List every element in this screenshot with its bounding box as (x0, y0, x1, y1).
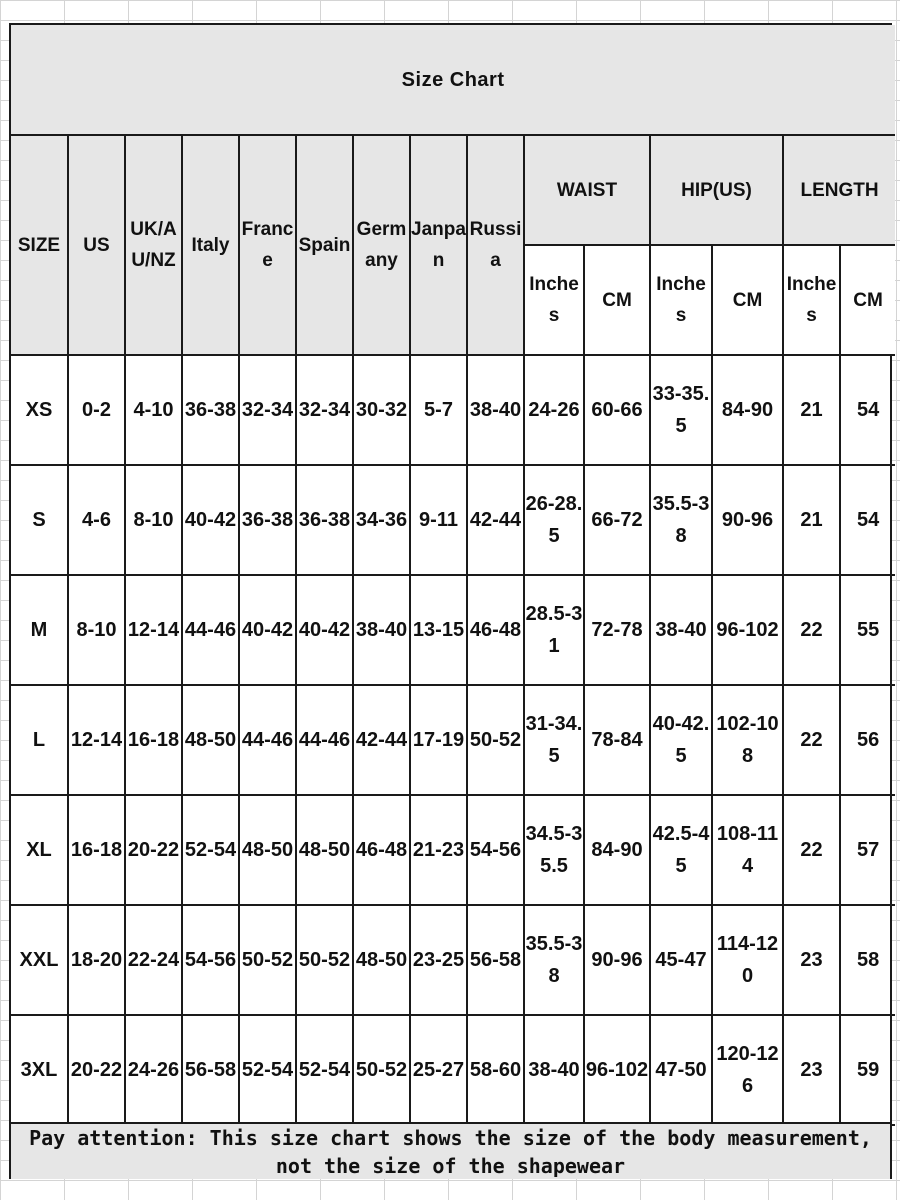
cell-uk: 8-10 (125, 465, 182, 575)
cell-france: 48-50 (239, 795, 296, 905)
cell-waist-in: 24-26 (524, 355, 584, 465)
header-waist-cm: CM (584, 245, 650, 355)
header-us: US (68, 135, 125, 355)
cell-hip-in: 42.5-45 (650, 795, 712, 905)
header-length-cm: CM (840, 245, 895, 355)
pay-attention-note: Pay attention: This size chart shows the size of the body measurement, not the size of the shapewear (11, 1122, 890, 1179)
header-hip-inches: Inches (650, 245, 712, 355)
cell-length-cm: 59 (840, 1015, 895, 1125)
cell-france: 50-52 (239, 905, 296, 1015)
cell-waist-in: 28.5-31 (524, 575, 584, 685)
size-rows (11, 355, 895, 1125)
table-row (11, 575, 895, 685)
cell-hip-in: 35.5-38 (650, 465, 712, 575)
cell-japan: 21-23 (410, 795, 467, 905)
cell-spain: 52-54 (296, 1015, 353, 1125)
cell-length-cm: 57 (840, 795, 895, 905)
cell-hip-in: 33-35.5 (650, 355, 712, 465)
cell-italy: 48-50 (182, 685, 239, 795)
cell-france: 52-54 (239, 1015, 296, 1125)
header-italy: Italy (182, 135, 239, 355)
cell-japan: 5-7 (410, 355, 467, 465)
header-waist-inches: Inches (524, 245, 584, 355)
cell-hip-in: 40-42.5 (650, 685, 712, 795)
cell-spain: 44-46 (296, 685, 353, 795)
cell-france: 32-34 (239, 355, 296, 465)
cell-spain: 32-34 (296, 355, 353, 465)
cell-us: 16-18 (68, 795, 125, 905)
cell-spain: 50-52 (296, 905, 353, 1015)
cell-italy: 40-42 (182, 465, 239, 575)
cell-hip-cm: 90-96 (712, 465, 783, 575)
cell-waist-in: 35.5-38 (524, 905, 584, 1015)
cell-us: 12-14 (68, 685, 125, 795)
header-japan: Janpan (410, 135, 467, 355)
cell-france: 40-42 (239, 575, 296, 685)
cell-waist-in: 26-28.5 (524, 465, 584, 575)
cell-japan: 17-19 (410, 685, 467, 795)
cell-russia: 54-56 (467, 795, 524, 905)
cell-russia: 50-52 (467, 685, 524, 795)
cell-germany: 48-50 (353, 905, 410, 1015)
header-size: SIZE (11, 135, 68, 355)
cell-length-cm: 54 (840, 355, 895, 465)
cell-russia: 38-40 (467, 355, 524, 465)
cell-germany: 42-44 (353, 685, 410, 795)
cell-hip-in: 47-50 (650, 1015, 712, 1125)
cell-japan: 25-27 (410, 1015, 467, 1125)
cell-japan: 13-15 (410, 575, 467, 685)
cell-germany: 46-48 (353, 795, 410, 905)
cell-size: XXL (11, 905, 68, 1015)
cell-russia: 42-44 (467, 465, 524, 575)
cell-us: 18-20 (68, 905, 125, 1015)
cell-russia: 56-58 (467, 905, 524, 1015)
cell-spain: 36-38 (296, 465, 353, 575)
cell-waist-in: 38-40 (524, 1015, 584, 1125)
cell-hip-cm: 114-120 (712, 905, 783, 1015)
cell-uk: 12-14 (125, 575, 182, 685)
header-waist: WAIST (524, 135, 650, 245)
cell-waist-cm: 96-102 (584, 1015, 650, 1125)
cell-length-in: 21 (783, 355, 840, 465)
header-length-inches: Inches (783, 245, 840, 355)
cell-size: S (11, 465, 68, 575)
table-row (11, 1015, 895, 1125)
header-length: LENGTH (783, 135, 895, 245)
cell-size: L (11, 685, 68, 795)
header-russia: Russia (467, 135, 524, 355)
cell-us: 20-22 (68, 1015, 125, 1125)
cell-length-in: 22 (783, 575, 840, 685)
header-spain: Spain (296, 135, 353, 355)
cell-italy: 54-56 (182, 905, 239, 1015)
cell-size: XS (11, 355, 68, 465)
cell-uk: 24-26 (125, 1015, 182, 1125)
cell-size: M (11, 575, 68, 685)
cell-italy: 52-54 (182, 795, 239, 905)
cell-waist-cm: 72-78 (584, 575, 650, 685)
size-chart-table (11, 25, 895, 1126)
cell-italy: 44-46 (182, 575, 239, 685)
cell-waist-cm: 84-90 (584, 795, 650, 905)
header-france: France (239, 135, 296, 355)
cell-germany: 38-40 (353, 575, 410, 685)
cell-waist-in: 31-34.5 (524, 685, 584, 795)
header-uk-au-nz: UK/AU/NZ (125, 135, 182, 355)
cell-waist-cm: 78-84 (584, 685, 650, 795)
header-germany: Germany (353, 135, 410, 355)
cell-uk: 4-10 (125, 355, 182, 465)
cell-length-in: 22 (783, 795, 840, 905)
cell-size: XL (11, 795, 68, 905)
cell-hip-cm: 102-108 (712, 685, 783, 795)
cell-france: 36-38 (239, 465, 296, 575)
header-hip: HIP(US) (650, 135, 783, 245)
cell-waist-cm: 60-66 (584, 355, 650, 465)
cell-spain: 40-42 (296, 575, 353, 685)
cell-hip-cm: 108-114 (712, 795, 783, 905)
table-row (11, 465, 895, 575)
cell-us: 8-10 (68, 575, 125, 685)
cell-germany: 50-52 (353, 1015, 410, 1125)
cell-hip-cm: 96-102 (712, 575, 783, 685)
table-row (11, 795, 895, 905)
cell-us: 4-6 (68, 465, 125, 575)
cell-us: 0-2 (68, 355, 125, 465)
table-row (11, 685, 895, 795)
cell-uk: 22-24 (125, 905, 182, 1015)
cell-japan: 23-25 (410, 905, 467, 1015)
cell-germany: 34-36 (353, 465, 410, 575)
cell-length-cm: 55 (840, 575, 895, 685)
cell-france: 44-46 (239, 685, 296, 795)
cell-germany: 30-32 (353, 355, 410, 465)
cell-japan: 9-11 (410, 465, 467, 575)
cell-hip-in: 45-47 (650, 905, 712, 1015)
cell-russia: 58-60 (467, 1015, 524, 1125)
table-row (11, 905, 895, 1015)
cell-uk: 16-18 (125, 685, 182, 795)
cell-size: 3XL (11, 1015, 68, 1125)
cell-hip-cm: 120-126 (712, 1015, 783, 1125)
cell-length-in: 23 (783, 905, 840, 1015)
cell-length-in: 22 (783, 685, 840, 795)
cell-uk: 20-22 (125, 795, 182, 905)
cell-length-in: 23 (783, 1015, 840, 1125)
cell-waist-cm: 66-72 (584, 465, 650, 575)
cell-spain: 48-50 (296, 795, 353, 905)
cell-waist-cm: 90-96 (584, 905, 650, 1015)
size-chart-frame (9, 23, 892, 1179)
cell-hip-in: 38-40 (650, 575, 712, 685)
cell-hip-cm: 84-90 (712, 355, 783, 465)
cell-italy: 56-58 (182, 1015, 239, 1125)
cell-length-cm: 56 (840, 685, 895, 795)
chart-title: Size Chart (11, 25, 895, 135)
cell-waist-in: 34.5-35.5 (524, 795, 584, 905)
cell-length-in: 21 (783, 465, 840, 575)
cell-russia: 46-48 (467, 575, 524, 685)
cell-length-cm: 58 (840, 905, 895, 1015)
header-hip-cm: CM (712, 245, 783, 355)
cell-length-cm: 54 (840, 465, 895, 575)
table-row (11, 355, 895, 465)
cell-italy: 36-38 (182, 355, 239, 465)
